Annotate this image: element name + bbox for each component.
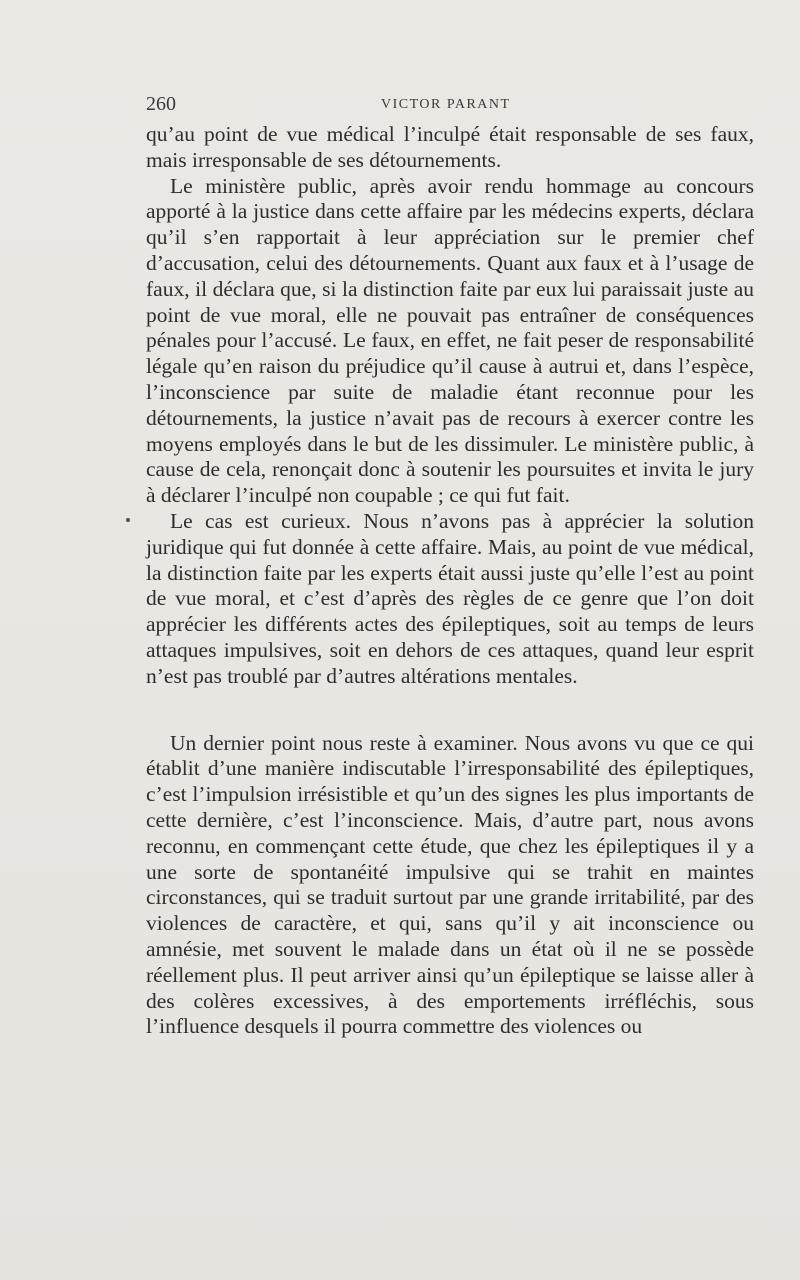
paragraph-cas-curieux: Le cas est curieux. Nous n’avons pas à apprécier la solution juridique qui fut donnée à cette affaire. Mais, au point de vue médical, la distinction faite par les experts était aussi juste qu’elle l’est au point de vue moral, et c’est d’après des règles de ce genre que l’on doit apprécier les différents actes des épileptiques, soit au temps de leurs attaques impulsives, soit en dehors de ces attaques, quand leur esprit n’est pas troublé par d’autres altérations mentales. xyxy=(146,508,754,688)
paragraph-dernier-point: Un dernier point nous reste à examiner. Nous avons vu que ce qui établit d’une manière indiscutable l’irresponsabilité des épileptiques, c’est l’impulsion irrésistible et qu’un des signes les plus importants de cette dernière, c’est l’inconscience. Mais, d’autre part, nous avons reconnu, en commençant cette étude, que chez les épileptiques il y a une sorte de spontanéité impulsive qui se trahit en maintes circonstances, qui se traduit surtout par une grande irritabilité, par des violences de caractère, et qui, sans qu’il y ait inconscience ou amnésie, met souvent le malade dans un état où il ne se possède réellement plus. Il peut arriver ainsi qu’un épileptique se laisse aller à des colères excessives, à des emportements irréfléchis, sous l’influence desquels il pourra commettre des violences ou xyxy=(146,730,754,1039)
margin-mark xyxy=(126,518,130,522)
paragraph-continuation: qu’au point de vue médical l’inculpé était responsable de ses faux, mais irresponsable de ses détournements. xyxy=(146,122,754,172)
page-header xyxy=(146,93,754,123)
running-title: VICTOR PARANT xyxy=(381,97,511,112)
paragraph-ministere-public: Le ministère public, après avoir rendu hommage au concours apporté à la justice dans cette affaire par les médecins experts, déclara qu’il s’en rapportait à leur appréciation sur le premier chef d’accusation, celui des détournements. Quant aux faux et à l’usage de faux, il déclara que, si la distinction faite par eux lui paraissait juste au point de vue moral, elle ne pouvait pas entraîner de conséquences pénales pour l’accusé. Le faux, en effet, ne fait peser de responsabilité légale qu’en raison du préjudice qu’il cause à autrui et, dans l’espèce, l’inconscience par suite de maladie étant reconnue pour les détournements, la justice n’avait pas de recours à exercer contre les moyens employés dans le but de les dissimuler. Le ministère public, à cause de cela, renonçait donc à soutenir les poursuites et invita le jury à déclarer l’inculpé non coupable ; ce qui fut fait. xyxy=(146,173,754,508)
page-number: 260 xyxy=(146,93,176,115)
body-text xyxy=(146,122,754,1040)
